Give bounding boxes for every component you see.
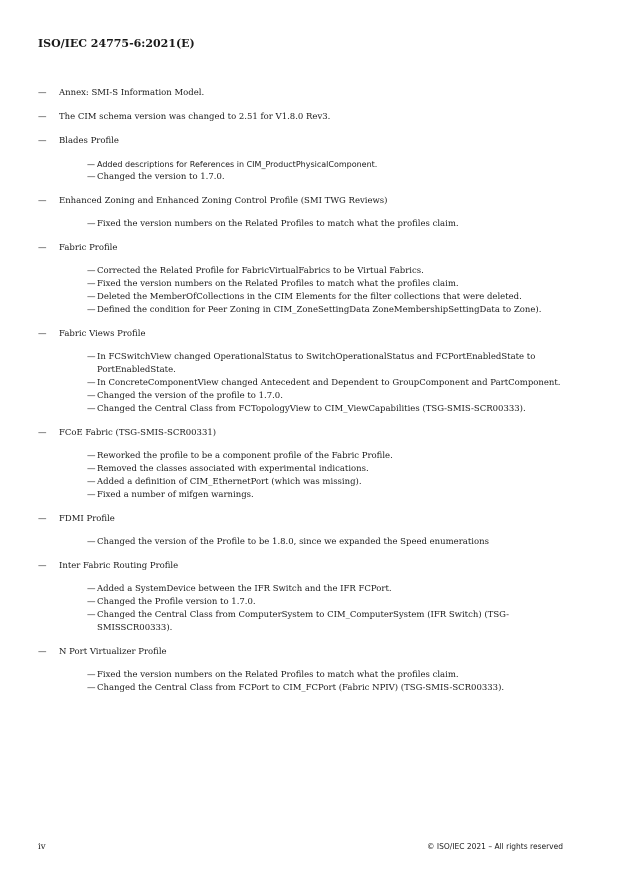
sub-list-text: Removed the classes associated with experimental indications. — [97, 464, 369, 474]
change-item-text: Inter Fabric Routing Profile — [59, 561, 179, 571]
sub-list-item — [66, 351, 578, 377]
sub-list-dash: — — [87, 670, 96, 680]
sub-list-text: Changed the Profile version to 1.7.0. — [97, 597, 256, 607]
sub-list-dash: — — [87, 266, 96, 276]
change-item-text: The CIM schema version was changed to 2.51 for V1.8.0 Rev3. — [59, 112, 331, 122]
change-item — [38, 646, 578, 695]
sub-list-item — [66, 596, 578, 609]
sub-list-dash: — — [87, 279, 96, 289]
sub-list-text: Fixed the version numbers on the Related Profiles to match what the profiles claim. — [97, 279, 459, 289]
sub-list-dash: — — [87, 584, 96, 594]
sub-list-text: Fixed the version numbers on the Related Profiles to match what the profiles claim. — [97, 219, 459, 229]
sub-list-item — [66, 609, 578, 635]
change-item-text: FDMI Profile — [59, 514, 115, 524]
change-list — [38, 87, 578, 706]
sub-list-dash: — — [87, 597, 96, 607]
sub-list-item — [66, 218, 578, 231]
change-item-text: Enhanced Zoning and Enhanced Zoning Control Profile (SMI TWG Reviews) — [59, 196, 388, 206]
change-item — [38, 328, 578, 416]
sub-list-text: Changed the Central Class from FCTopologyView to CIM_ViewCapabilities (TSG-SMIS-SCR00333). — [97, 404, 526, 414]
document-id-header: ISO/IEC 24775-6:2021(E) — [38, 37, 195, 50]
sub-list-text: Changed the Central Class from FCPort to CIM_FCPort (Fabric NPIV) (TSG-SMIS-SCR00333). — [97, 683, 505, 693]
sub-list-item — [66, 450, 578, 463]
sub-list-text: Changed the version of the Profile to be 1.8.0, since we expanded the Speed enumerations — [97, 537, 489, 547]
sub-list-dash: — — [87, 219, 96, 229]
sub-list-dash: — — [87, 305, 96, 315]
sub-list-dash: — — [87, 378, 96, 388]
change-item-text: N Port Virtualizer Profile — [59, 647, 167, 657]
sub-list-text: Added a SystemDevice between the IFR Switch and the IFR FCPort. — [97, 584, 392, 594]
list-dash: — — [38, 329, 47, 339]
change-item-text: Fabric Views Profile — [59, 329, 146, 339]
sub-list-text: Changed the version of the profile to 1.7.0. — [97, 391, 283, 401]
list-dash: — — [38, 196, 47, 206]
sub-list-dash: — — [87, 352, 96, 362]
change-item — [38, 242, 578, 317]
sub-list-text: Reworked the profile to be a component profile of the Fabric Profile. — [97, 451, 393, 461]
change-item — [38, 513, 578, 549]
sub-list-text: Added descriptions for References in CIM_ProductPhysicalComponent. — [97, 160, 378, 169]
sub-list — [59, 583, 578, 635]
list-dash: — — [38, 136, 47, 146]
sub-list-text: Corrected the Related Profile for FabricVirtualFabrics to be Virtual Fabrics. — [97, 266, 424, 276]
change-item-text: Annex: SMI-S Information Model. — [59, 88, 205, 98]
sub-list-dash: — — [87, 160, 95, 169]
change-item — [38, 87, 578, 100]
sub-list-item — [66, 304, 578, 317]
sub-list-dash: — — [87, 490, 96, 500]
sub-list-item — [66, 476, 578, 489]
list-dash: — — [38, 88, 47, 98]
change-item-text: Blades Profile — [59, 136, 119, 146]
sub-list — [59, 158, 578, 184]
change-item-text: FCoE Fabric (TSG-SMIS-SCR00331) — [59, 428, 217, 438]
list-dash: — — [38, 647, 47, 657]
sub-list-item — [66, 682, 578, 695]
sub-list-item — [66, 403, 578, 416]
change-item — [38, 111, 578, 124]
sub-list-item — [66, 390, 578, 403]
sub-list — [59, 265, 578, 317]
sub-list-dash: — — [87, 477, 96, 487]
sub-list-item — [66, 489, 578, 502]
sub-list-item — [66, 377, 578, 390]
sub-list-text: Changed the Central Class from ComputerSystem to CIM_ComputerSystem (IFR Switch) (TSG-SMISSCR00333). — [97, 610, 509, 633]
sub-list-item — [66, 158, 578, 171]
copyright-notice: © ISO/IEC 2021 – All rights reserved — [426, 842, 563, 851]
sub-list-text: In FCSwitchView changed OperationalStatus to SwitchOperationalStatus and FCPortEnabledState to PortEnabledState. — [97, 352, 536, 375]
change-item — [38, 560, 578, 635]
sub-list-item — [66, 669, 578, 682]
sub-list-item — [66, 583, 578, 596]
sub-list-text: Fixed the version numbers on the Related Profiles to match what the profiles claim. — [97, 670, 459, 680]
sub-list-item — [66, 265, 578, 278]
sub-list-item — [66, 291, 578, 304]
sub-list-dash: — — [87, 610, 96, 620]
sub-list-dash: — — [87, 451, 96, 461]
sub-list — [59, 351, 578, 416]
page-number: iv — [38, 842, 46, 852]
list-dash: — — [38, 514, 47, 524]
sub-list-item — [66, 278, 578, 291]
sub-list-item — [66, 171, 578, 184]
list-dash: — — [38, 428, 47, 438]
change-item — [38, 135, 578, 184]
sub-list-text: Fixed a number of mifgen warnings. — [97, 490, 254, 500]
list-dash: — — [38, 243, 47, 253]
sub-list-dash: — — [87, 537, 96, 547]
sub-list-dash: — — [87, 292, 96, 302]
sub-list — [59, 218, 578, 231]
sub-list-dash: — — [87, 464, 96, 474]
sub-list-dash: — — [87, 404, 96, 414]
list-dash: — — [38, 112, 47, 122]
sub-list-text: Defined the condition for Peer Zoning in CIM_ZoneSettingData ZoneMembershipSettingData to Zone). — [97, 305, 542, 315]
change-item-text: Fabric Profile — [59, 243, 118, 253]
sub-list-text: In ConcreteComponentView changed Antecedent and Dependent to GroupComponent and PartComponent. — [97, 378, 561, 388]
sub-list-dash: — — [87, 391, 96, 401]
sub-list — [59, 669, 578, 695]
sub-list-text: Deleted the MemberOfCollections in the CIM Elements for the filter collections that were deleted. — [97, 292, 522, 302]
sub-list-text: Changed the version to 1.7.0. — [97, 172, 225, 182]
sub-list-dash: — — [87, 172, 96, 182]
sub-list — [59, 536, 578, 549]
sub-list — [59, 450, 578, 502]
change-item — [38, 195, 578, 231]
change-item — [38, 427, 578, 502]
sub-list-item — [66, 536, 578, 549]
sub-list-dash: — — [87, 683, 96, 693]
sub-list-text: Added a definition of CIM_EthernetPort (which was missing). — [97, 477, 362, 487]
list-dash: — — [38, 561, 47, 571]
sub-list-item — [66, 463, 578, 476]
